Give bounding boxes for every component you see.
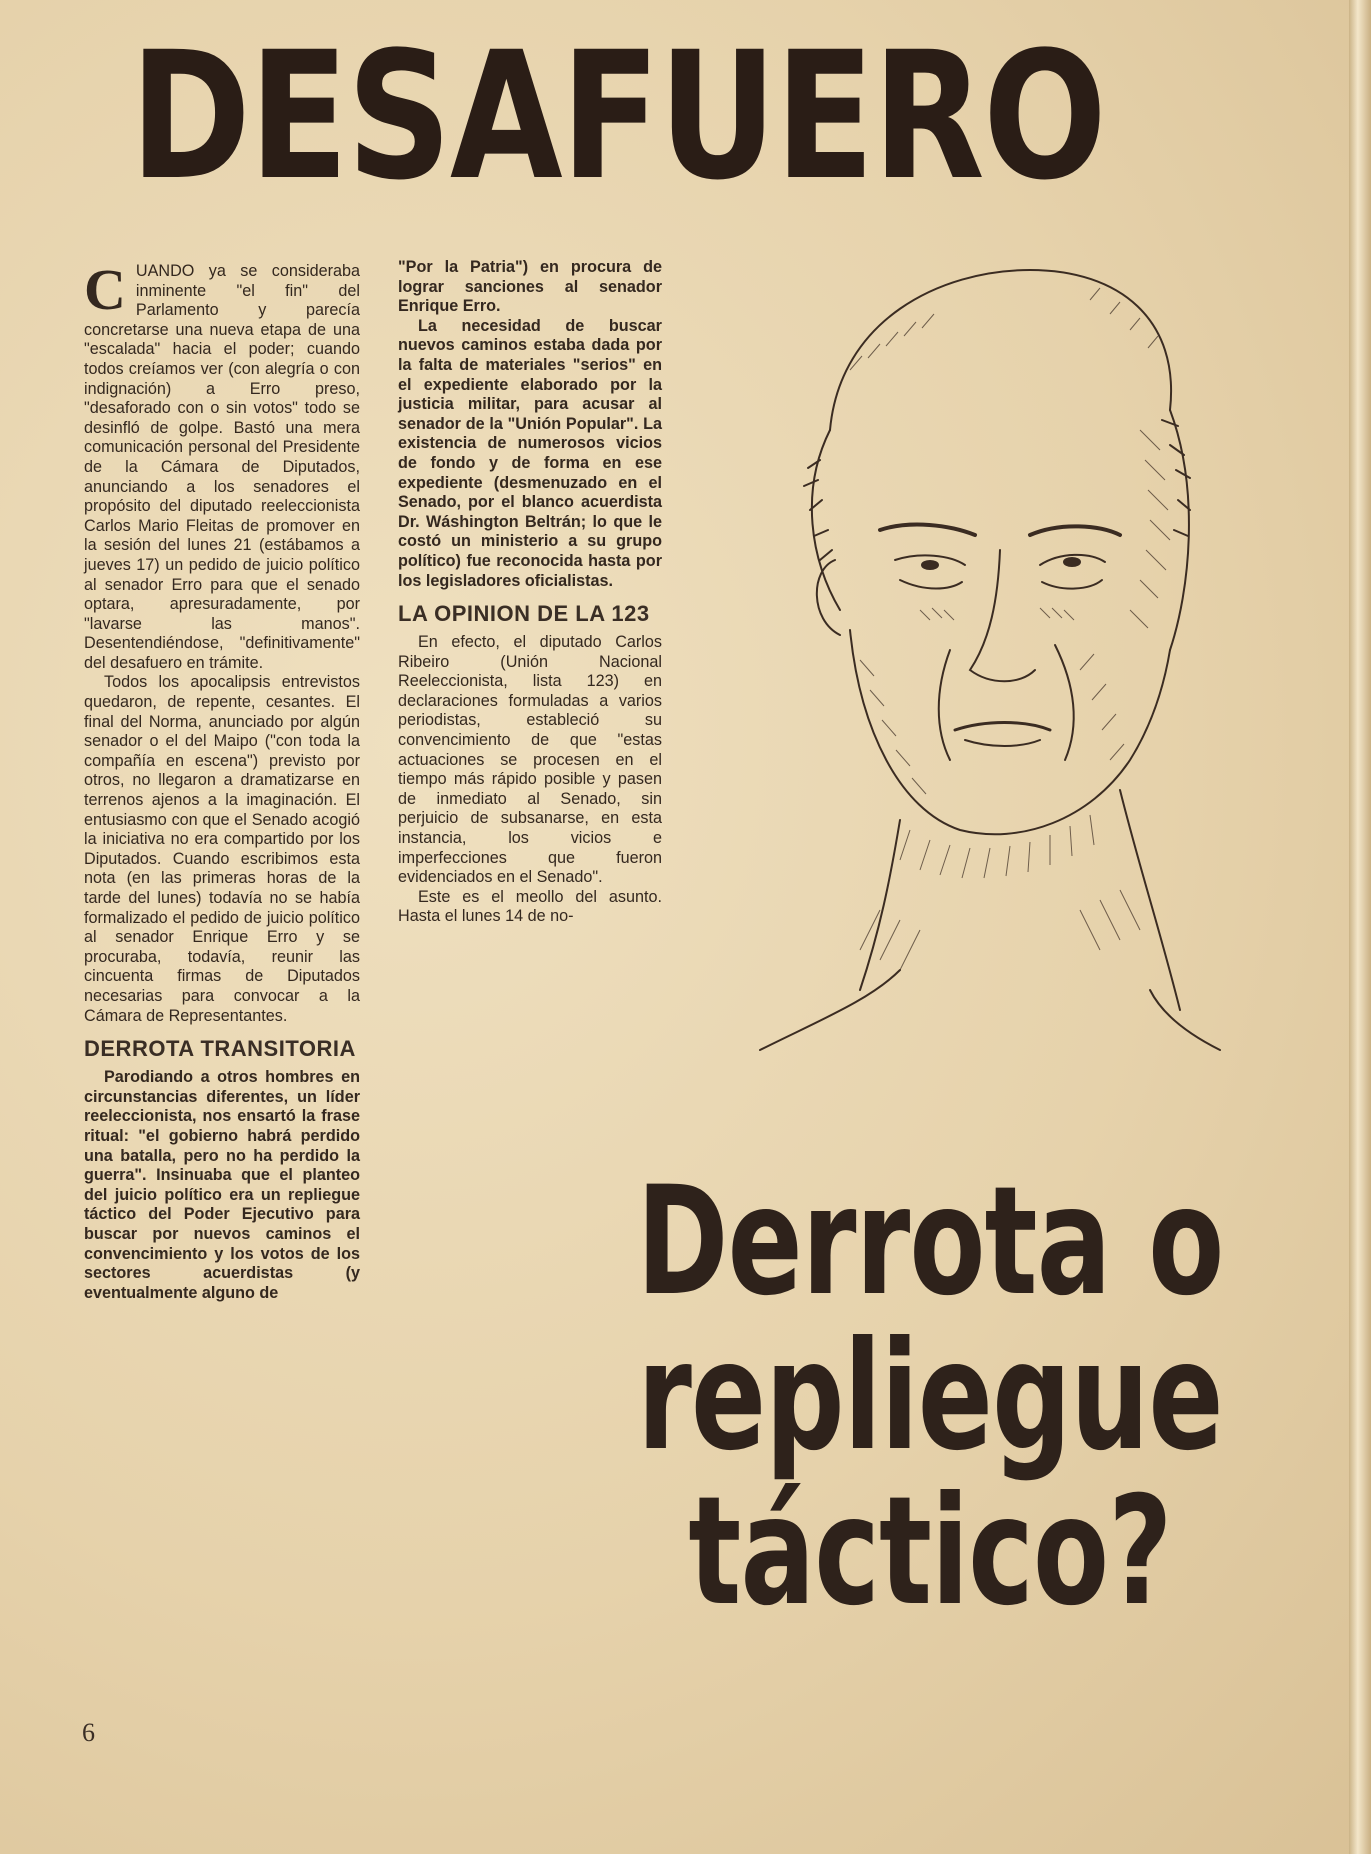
- column-2: [398, 258, 662, 927]
- big-headline-line3: táctico?: [688, 1465, 1172, 1639]
- page-number: 6: [82, 1718, 95, 1747]
- column1-para1: UANDO ya se consideraba inminente "el fin" del Parlamento y parecía concretarse una nueva etapa de una "escalada" hacia el poder; cuando todos creíamos ver (con alegría o con indignación) a Erro preso, "desaforado con o sin votos" todo se desinfló de golpe. Bastó una mera comunicación personal del Presidente de la Cámara de Diputados, anunciando a los senadores el propósito del diputado reeleccionista Carlos Mario Fleitas de promover en la sesión del lunes 21 (estábamos a jueves 17) un pedido de juicio político al senador Erro para que el senado optara, apresuradamente, por "lavarse las manos". Desentendiéndose, "definitivamente" del desafuero en trámite.: [84, 262, 360, 672]
- dropcap: C: [84, 257, 126, 322]
- column2-para2: La necesidad de buscar nuevos caminos estaba dada por la falta de materiales "serios" en el expediente elaborado por la justicia militar, para acusar al senador de la "Unión Popular". La existencia de numerosos vicios de fondo y de forma en ese expediente (desmenuzado en el Senado, por el blanco acuerdista Dr. Wáshington Beltrán; lo que le costó un ministerio a su grupo político) fue reconocida hasta por los legisladores oficialistas.: [398, 316, 662, 590]
- subhead-la-opinion: LA OPINION DE LA 123: [398, 601, 650, 627]
- page-spine: [1349, 0, 1371, 1854]
- column2-para4: Este es el meollo del asunto. Hasta el lunes 14 de no-: [398, 887, 662, 926]
- column-1: [84, 257, 360, 1303]
- column2-para1: "Por la Patria") en procura de lograr sanciones al senador Enrique Erro.: [398, 258, 662, 316]
- big-headline: [602, 1155, 1258, 1639]
- big-headline-line1: Derrota o: [636, 1155, 1224, 1329]
- headline: DESAFUERO: [130, 14, 1105, 219]
- column1-para3: Parodiando a otros hombres en circunstancias diferentes, un líder reeleccionista, nos ensartó la frase ritual: "el gobierno habrá perdido una batalla, pero no ha perdido la guerra". Insinuaba que el planteo del juicio político era un repliegue táctico del Poder Ejecutivo para buscar por nuevos caminos el convencimiento y los votos de los sectores acuerdistas (y eventualmente alguno de: [84, 1068, 360, 1302]
- big-headline-line2: repliegue: [637, 1310, 1223, 1484]
- column2-para3: En efecto, el diputado Carlos Ribeiro (Unión Nacional Reeleccionista, lista 123) en declaraciones formuladas a varios periodistas, estableció su convencimiento de que "estas actuaciones se procesen en el tiempo más rápido posible y pasen de inmediato al Senado, sin perjuicio de subsanarse, en esta instancia, los vicios e imperfecciones que fueron evidenciados en el Senado".: [398, 633, 662, 887]
- subhead-derrota-transitoria: DERROTA TRANSITORIA: [84, 1036, 356, 1062]
- column1-para2: Todos los apocalipsis entrevistos quedaron, de repente, cesantes. El final del Norma, anunciado por algún senador o el del Maipo ("con toda la compañía en escena") previsto por otros, no llegaron a dramatizarse en terrenos ajenos a la imaginación. El entusiasmo con que el Senado acogió la iniciativa no era compartido por los Diputados. Cuando escribimos esta nota (en las primeras horas de la tarde del lunes) todavía no se había formalizado el pedido de juicio político al senador Enrique Erro y se procuraba, todavía, reunir las cincuenta firmas de Diputados necesarias para convocar a la Cámara de Representantes.: [84, 673, 360, 1025]
- portrait-illustration: [700, 230, 1320, 1090]
